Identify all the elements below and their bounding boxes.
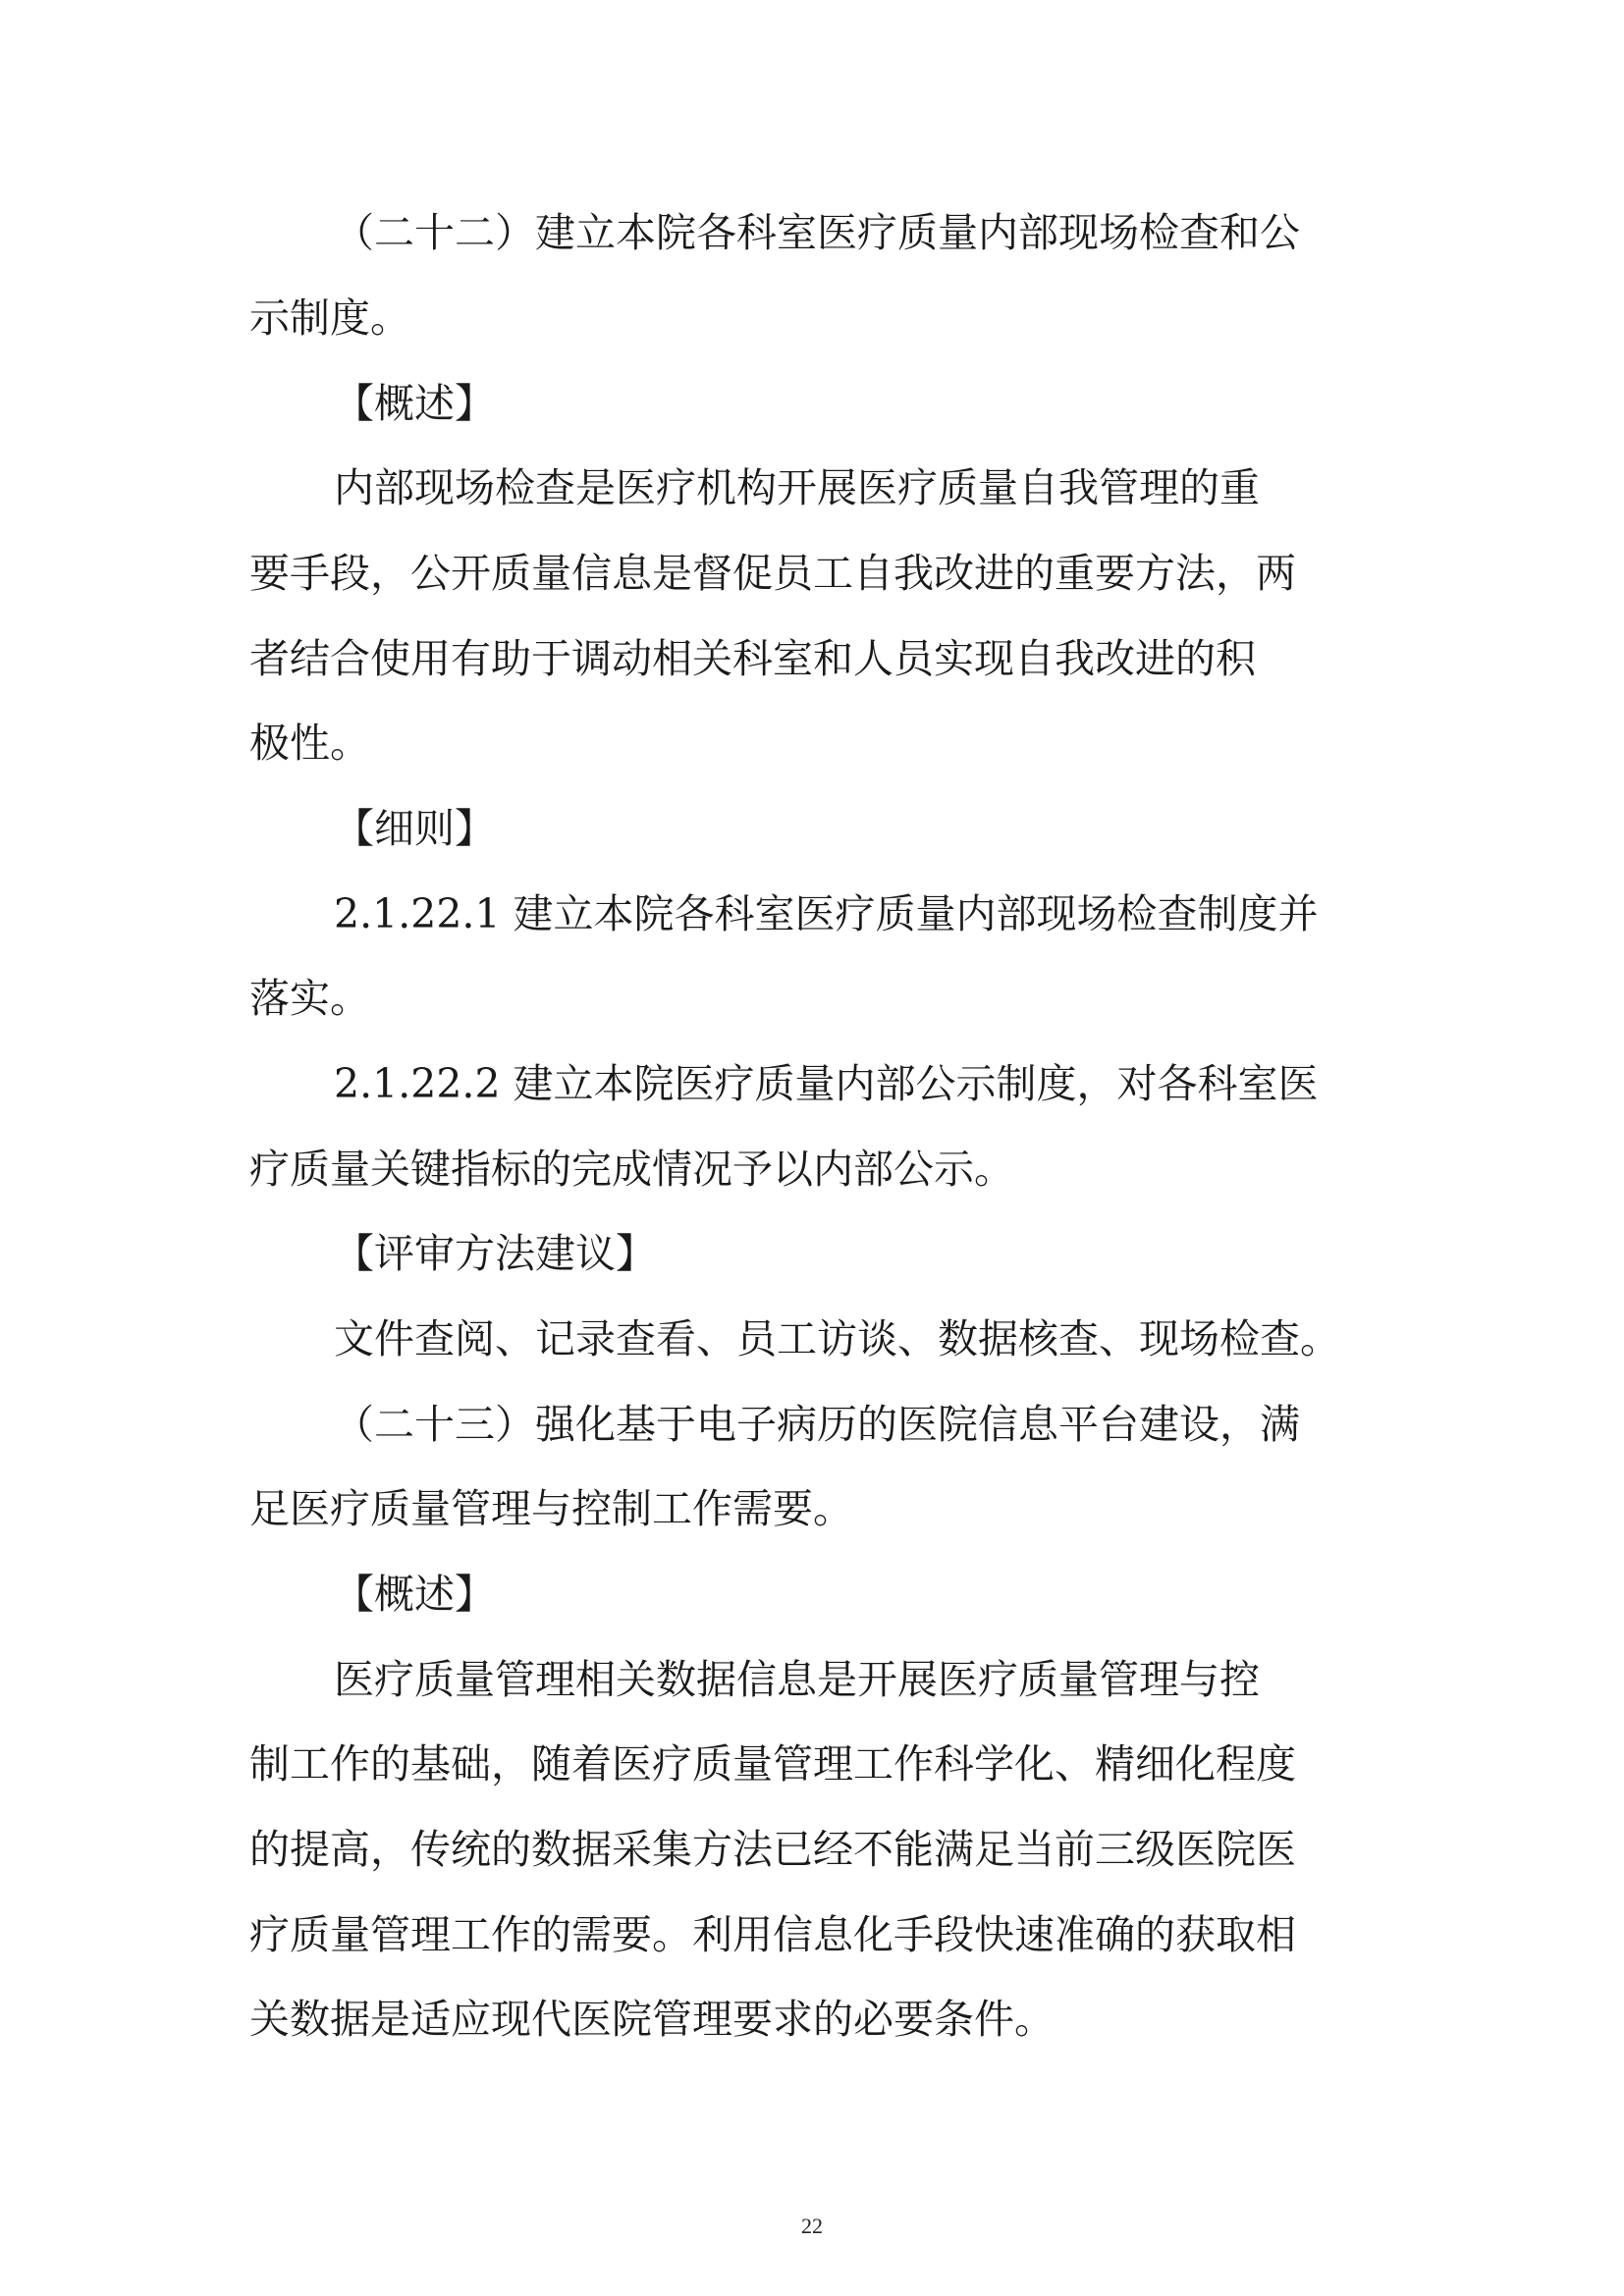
review-method-text: 文件查阅、记录查看、员工访谈、数据核查、现场检查。 [334,1315,1340,1362]
overview-2-paragraph-line-5: 关数据是适应现代医院管理要求的必要条件。 [249,1996,1055,2043]
clause-2-1-22-1-line-1: 2.1.22.1 建立本院各科室医疗质量内部现场检查制度并 [334,890,1319,937]
section-23-heading-line-1: （二十三）强化基于电子病历的医院信息平台建设，满 [334,1401,1300,1448]
overview-paragraph-line-1: 内部现场检查是医疗机构开展医疗质量自我管理的重 [334,464,1260,511]
clause-2-1-22-2-line-2: 疗质量关键指标的完成情况予以内部公示。 [249,1146,1014,1193]
details-label: 【细则】 [334,805,495,852]
section-22-heading-line-2: 示制度。 [249,294,410,342]
clause-2-1-22-2-line-1: 2.1.22.2 建立本院医疗质量内部公示制度，对各科室医 [334,1060,1319,1107]
overview-label: 【概述】 [334,380,495,427]
overview-2-paragraph-line-3: 的提高，传统的数据采集方法已经不能满足当前三级医院医 [249,1826,1296,1873]
overview-paragraph-line-2: 要手段，公开质量信息是督促员工自我改进的重要方法，两 [249,550,1296,597]
review-method-label: 【评审方法建议】 [334,1230,656,1277]
overview-paragraph-line-4: 极性。 [249,720,370,767]
clause-2-1-22-1-line-2: 落实。 [249,975,370,1022]
overview-2-paragraph-line-2: 制工作的基础，随着医疗质量管理工作科学化、精细化程度 [249,1740,1296,1788]
overview-paragraph-line-3: 者结合使用有助于调动相关科室和人员实现自我改进的积 [249,635,1256,682]
section-23-heading-line-2: 足医疗质量管理与控制工作需要。 [249,1485,853,1532]
section-22-heading-line-1: （二十二）建立本院各科室医疗质量内部现场检查和公 [334,209,1300,256]
page-number: 22 [801,2214,823,2238]
overview-2-paragraph-line-4: 疗质量管理工作的需要。利用信息化手段快速准确的获取相 [249,1911,1296,1958]
overview-2-paragraph-line-1: 医疗质量管理相关数据信息是开展医疗质量管理与控 [334,1656,1260,1703]
overview-label-2: 【概述】 [334,1571,495,1618]
